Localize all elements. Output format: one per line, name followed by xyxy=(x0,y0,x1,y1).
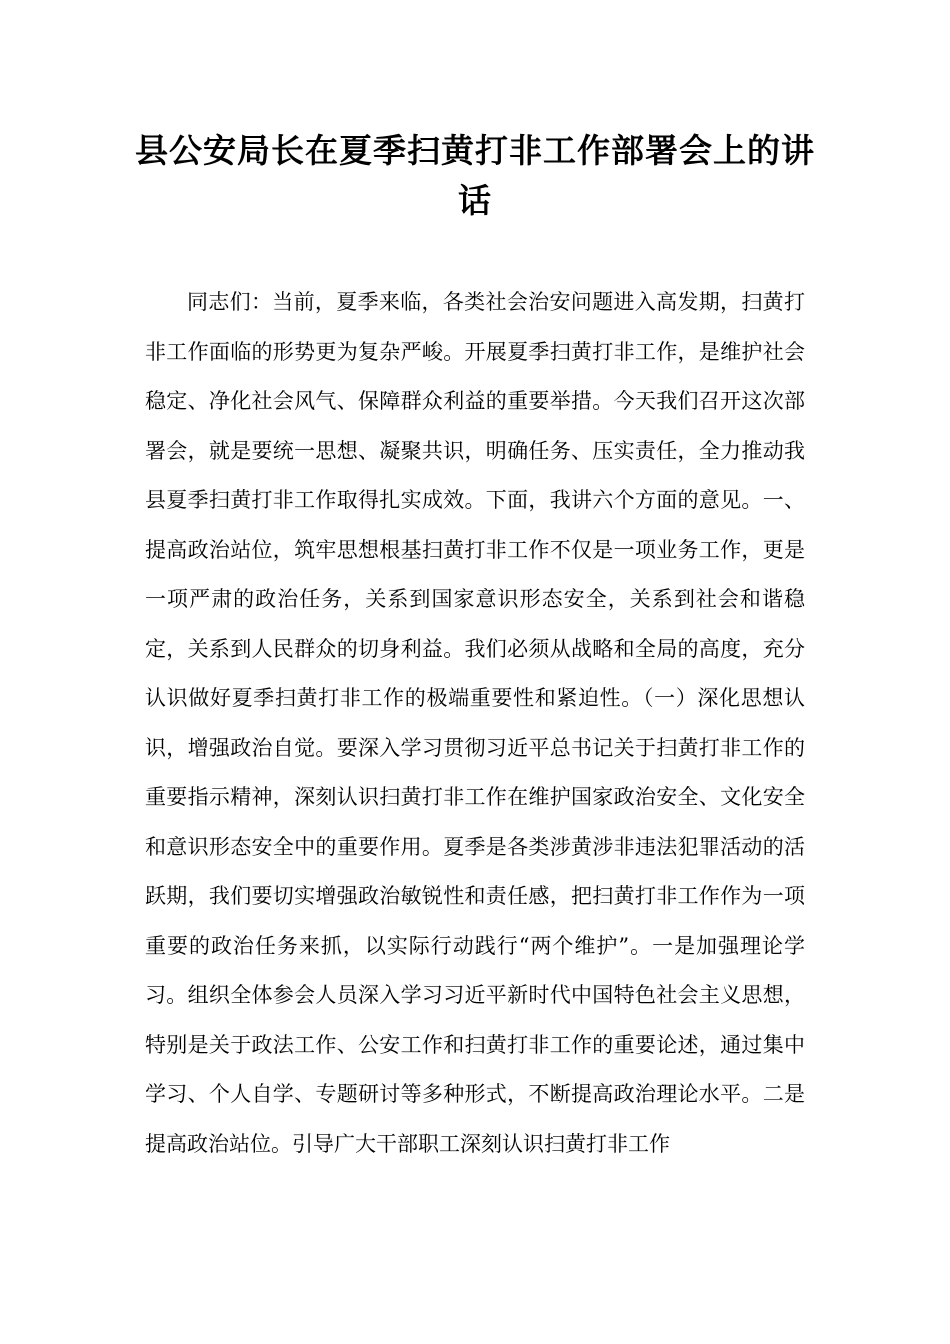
document-title: 县公安局长在夏季扫黄打非工作部署会上的讲话 xyxy=(135,131,815,220)
document-body-paragraph: 同志们：当前，夏季来临，各类社会治安问题进入高发期，扫黄打非工作面临的形势更为复杂严峻。开展夏季扫黄打非工作，是维护社会稳定、净化社会风气、保障群众利益的重要举措。今天我们召开这次部署会，就是要统一思想、凝聚共识，明确任务、压实责任，全力推动我县夏季扫黄打非工作取得扎实成效。下面，我讲六个方面的意见。一、提高政治站位，筑牢思想根基扫黄打非工作不仅是一项业务工作，更是一项严肃的政治任务，关系到国家意识形态安全，关系到社会和谐稳定，关系到人民群众的切身利益。我们必须从战略和全局的高度，充分认识做好夏季扫黄打非工作的极端重要性和紧迫性。（一）深化思想认识，增强政治自觉。要深入学习贯彻习近平总书记关于扫黄打非工作的重要指示精神，深刻认识扫黄打非工作在维护国家政治安全、文化安全和意识形态安全中的重要作用。夏季是各类涉黄涉非违法犯罪活动的活跃期，我们要切实增强政治敏锐性和责任感，把扫黄打非工作作为一项重要的政治任务来抓，以实际行动践行“两个维护”。一是加强理论学习。组织全体参会人员深入学习习近平新时代中国特色社会主义思想，特别是关于政法工作、公安工作和扫黄打非工作的重要论述，通过集中学习、个人自学、专题研讨等多种形式，不断提高政治理论水平。二是提高政治站位。引导广大干部职工深刻认识扫黄打非工作 xyxy=(145,290,805,1156)
